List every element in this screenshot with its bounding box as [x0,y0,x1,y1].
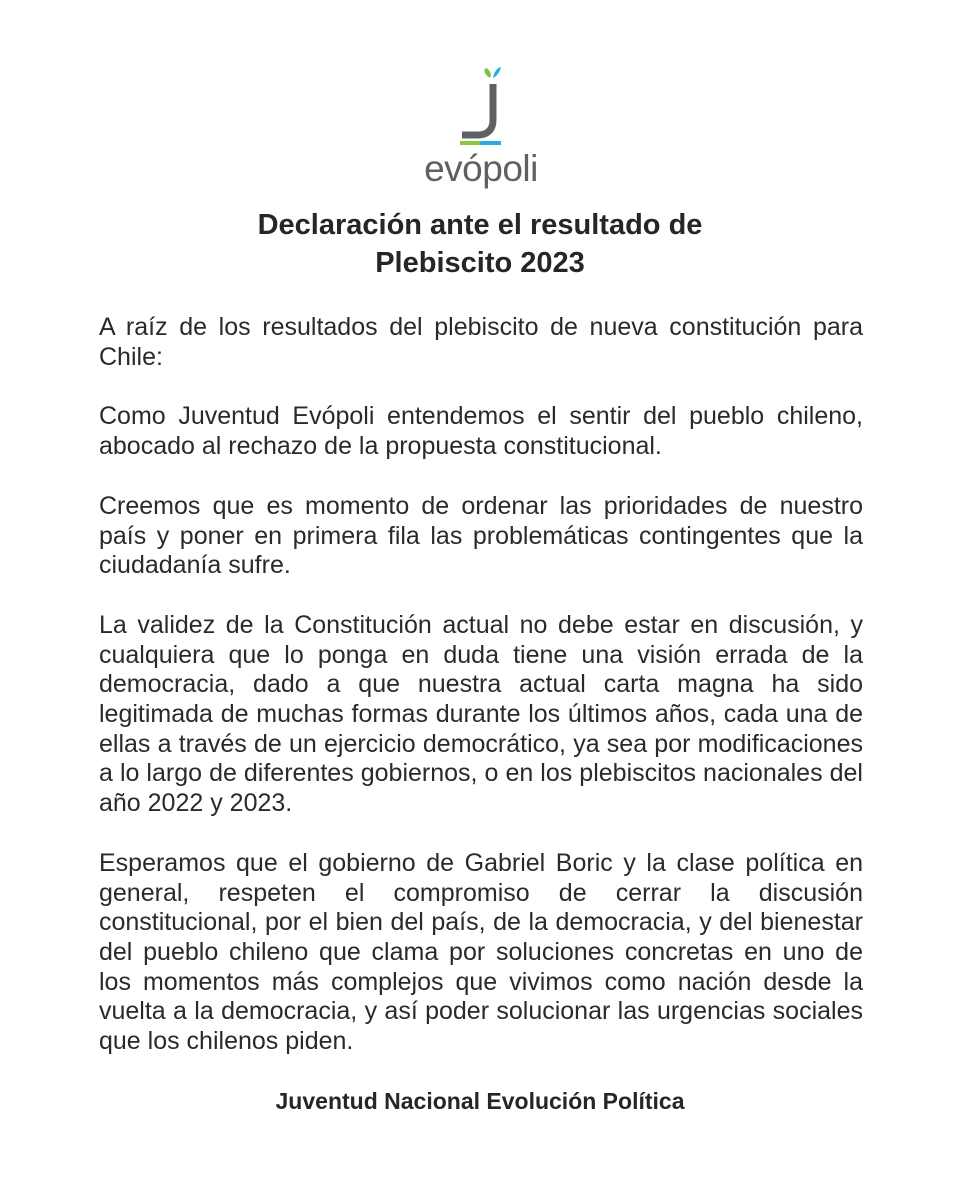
evopoli-logo [420,62,542,190]
j-stroke-icon [462,84,493,135]
page-title-line-1: Declaración ante el resultado de [257,209,703,241]
paragraph-3: Creemos que es momento de ordenar las prioridades de nuestro país y poner en primera fila las problemáticas contingentes que la ciudadanía sufre. [99,491,863,580]
signature: Juventud Nacional Evolución Política [275,1088,685,1114]
paragraph-1: A raíz de los resultados del plebiscito de nueva constitución para Chile: [99,313,863,371]
paragraph-4: La validez de la Constitución actual no debe estar en discusión, y cualquiera que lo ponga en duda tiene una visión errada de la democracia, dado a que nuestra actual carta magna ha sido legitimada de muchas formas durante los últimos años, cada una de ellas a través de un ejercicio democrático, ya sea por modificaciones a lo largo de diferentes gobiernos, o en los plebiscitos nacionales del año 2022 y 2023. [99,610,863,818]
declaration-body [99,313,863,1087]
page-title [0,206,960,282]
leaf-green-icon [484,68,490,78]
bar-green-icon [460,141,480,145]
logo-wordmark: evópoli [424,148,538,189]
bar-blue-icon [480,141,501,145]
paragraph-5: Esperamos que el gobierno de Gabriel Boric y la clase política en general, respeten el compromiso de cerrar la discusión constitucional, por el bien del país, de la democracia, y del bienestar del pueblo chileno que clama por soluciones concretas en uno de los momentos más complejos que vivimos como nación desde la vuelta a la democracia, y así poder solucionar las urgencias sociales que los chilenos piden. [99,848,863,1056]
paragraph-2: Como Juventud Evópoli entendemos el sentir del pueblo chileno, abocado al rechazo de la propuesta constitucional. [99,402,863,461]
page-title-line-2: Plebiscito 2023 [375,247,585,279]
leaf-blue-icon [493,67,501,78]
evopoli-j-logo-icon [420,62,542,152]
